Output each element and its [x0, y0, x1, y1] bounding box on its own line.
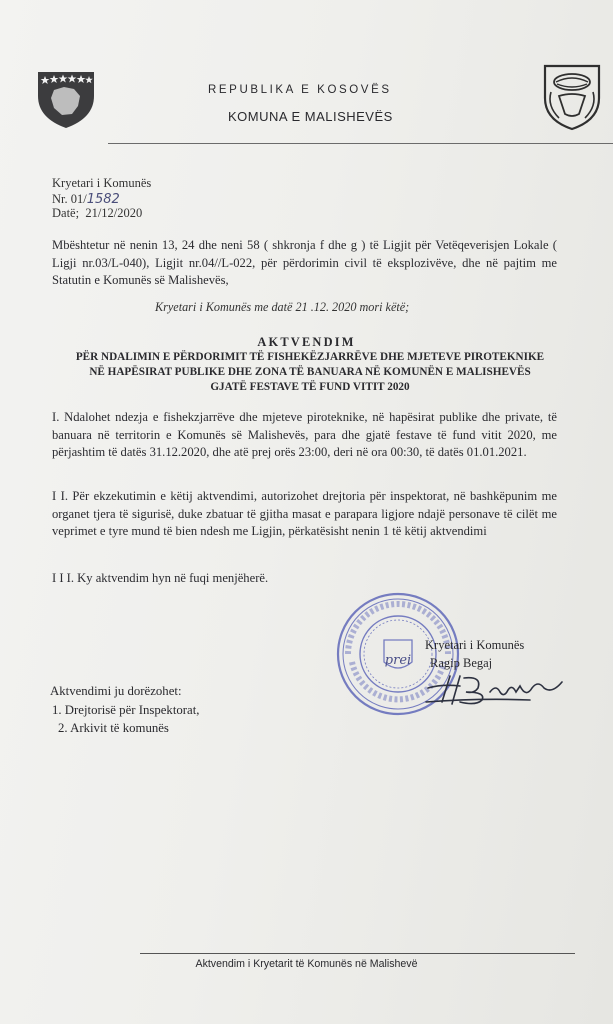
footer-divider — [140, 953, 575, 954]
signatory-title: Kryetari i Komunës — [425, 638, 525, 652]
municipality-emblem-icon — [539, 62, 605, 132]
delivery-item: 1. Drejtorisë për Inspektorat, — [52, 703, 200, 717]
signatory-name: Ragip Begaj — [430, 656, 493, 670]
stamp-center-text: prei — [384, 653, 412, 668]
municipality-heading: KOMUNA E MALISHEVËS — [228, 109, 393, 124]
subtitle-line-2: NË HAPËSIRAT PUBLIKE DHE ZONA TË BANUARA NË KOMUNËN E MALISHEVËS — [89, 366, 531, 378]
office-label: Kryetari i Komunës — [52, 176, 152, 190]
subtitle-line-3: GJATË FESTAVE TË FUND VITIT 2020 — [210, 381, 410, 393]
document-date — [52, 206, 142, 221]
intro-line: Kryetari i Komunës me datë 21 .12. 2020 mori këtë; — [155, 300, 410, 314]
handwritten-number: 1582 — [86, 192, 120, 207]
subtitle-line-1: PËR NDALIMIN E PËRDORIMIT TË FISHEKËZJARRËVE DHE MJETEVE PIROTEKNIKE — [75, 351, 545, 363]
header-divider — [108, 143, 613, 144]
article-1: I. Ndalohet ndezja e fishekzjarrëve dhe mjeteve piroteknike, në hapësirat publike dhe private, të banuara në territorin e Komunës së Malishevës, para dhe gjatë festave të fund vitit 2020, me përjashtim të datës 31.12.2020, dhe atë prej orës 23:00, deri në ora 00:30, të datës 01.01.2021. — [52, 410, 557, 459]
date-label: Datë; — [52, 206, 80, 220]
republic-heading: REPUBLIKA E KOSOVËS — [208, 84, 392, 96]
document-subtitle — [40, 350, 580, 395]
article-3: I I I. Ky aktvendim hyn në fuqi menjëherë. — [52, 571, 269, 585]
kosovo-coat-of-arms-icon — [34, 66, 98, 130]
page-footer: Aktvendim i Kryetarit të Komunës në Malishevë — [195, 958, 418, 970]
legal-basis-paragraph: Mbështetur në nenin 13, 24 dhe neni 58 ( shkronja f dhe g ) të Ligjit për Vetëqeverisjen Lokale ( Ligji nr.03/L-040), Ligjit nr.04//L-022, për përdorimin civil të eksplozivëve, dhe në pajtim me Statutin e Komunës së Malishevës, — [52, 238, 557, 287]
handwritten-signature — [420, 662, 570, 710]
delivery-heading: Aktvendimi ju dorëzohet: — [50, 684, 182, 698]
delivery-item: 2. Arkivit të komunës — [58, 721, 169, 735]
number-label: Nr. 01/ — [52, 192, 87, 206]
date-value: 21/12/2020 — [85, 206, 143, 220]
document-number — [52, 192, 120, 207]
document-title: AKTVENDIM — [257, 335, 356, 349]
article-2: I I. Për ekzekutimin e këtij aktvendimi, autorizohet drejtoria për inspektorat, në bashkëpunim me organet tjera të sigurisë, duke zbatuar të gjitha masat e parapara ligjore ndajë personave të cilët me veprimet e tyre mund të bien ndesh me Ligjin, përkatësisht nenin 1 të këtij aktvendimi — [52, 489, 557, 538]
